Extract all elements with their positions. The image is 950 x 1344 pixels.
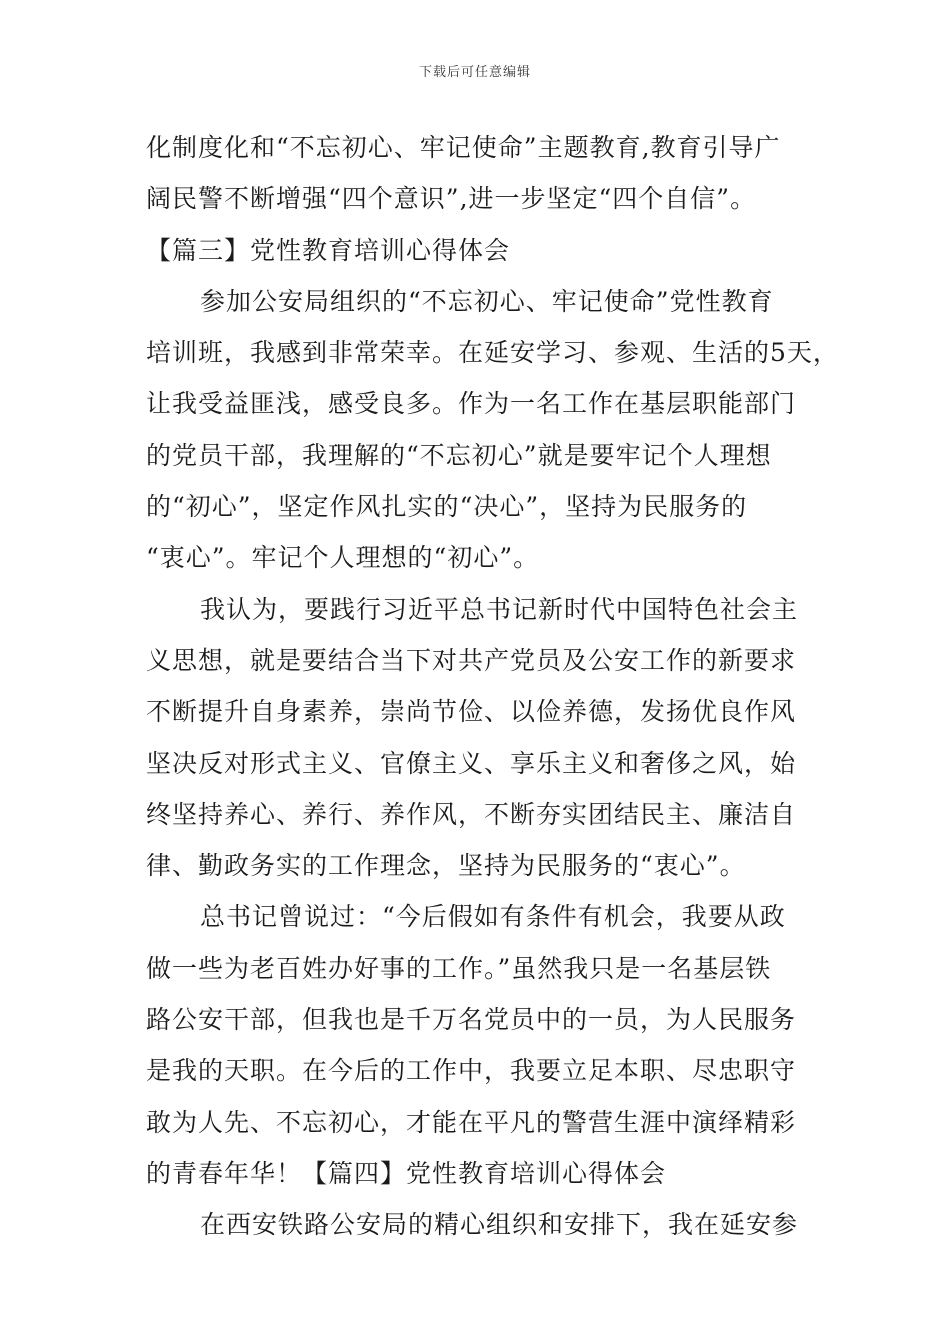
text-line: 让我受益匪浅，感受良多。作为一名工作在基层职能部门 (146, 389, 797, 419)
paragraph-first-line: 在西安铁路公安局的精心组织和安排下，我在延安参 (200, 1210, 799, 1240)
text-line: 不断提升自身素养，崇尚节俭、以俭养德，发扬优良作风 (146, 697, 797, 727)
text-line: 义思想，就是要结合当下对共产党员及公安工作的新要求 (146, 645, 797, 675)
text-line: 的“初心”，坚定作风扎实的“决心”，坚持为民服务的 (146, 492, 748, 522)
text-line: 终坚持养心、养行、养作风，不断夯实团结民主、廉洁自 (146, 799, 797, 829)
document-body (146, 122, 839, 1251)
text-line: 阔民警不断增强“四个意识”,进一步坚定“四个自信”。 (146, 184, 757, 214)
text-line: 的青春年华！【篇四】党性教育培训心得体会 (146, 1158, 667, 1188)
text-line: 路公安干部，但我也是千万名党员中的一员，为人民服务 (146, 1005, 797, 1035)
page-header: 下载后可任意编辑 (418, 65, 531, 80)
paragraph-first-line: 总书记曾说过：“今后假如有条件有机会，我要从政 (200, 902, 786, 932)
text-line: 坚决反对形式主义、官僚主义、享乐主义和奢侈之风，始 (146, 748, 797, 778)
text-line: 化制度化和“不忘初心、牢记使命”主题教育,教育引导广 (146, 133, 781, 162)
text-line: 培训班，我感到非常荣幸。在延安学习、参观、生活的5天， (146, 338, 839, 368)
text-line: “衷心”。牢记个人理想的“初心”。 (146, 543, 540, 573)
text-line: 做一些为老百姓办好事的工作。”虽然我只是一名基层铁 (146, 953, 772, 983)
text-line: 敢为人先、不忘初心，才能在平凡的警营生涯中演绎精彩 (146, 1107, 797, 1137)
section-heading: 【篇三】党性教育培训心得体会 (146, 235, 511, 265)
text-line: 的党员干部，我理解的“不忘初心”就是要牢记个人理想 (146, 440, 772, 470)
paragraph-first-line: 我认为，要践行习近平总书记新时代中国特色社会主 (200, 594, 799, 624)
text-line: 律、勤政务实的工作理念，坚持为民服务的“衷心”。 (146, 851, 746, 881)
paragraph-first-line: 参加公安局组织的“不忘初心、牢记使命”党性教育 (200, 286, 774, 316)
text-line: 是我的天职。在今后的工作中，我要立足本职、尽忠职守 (146, 1056, 797, 1086)
